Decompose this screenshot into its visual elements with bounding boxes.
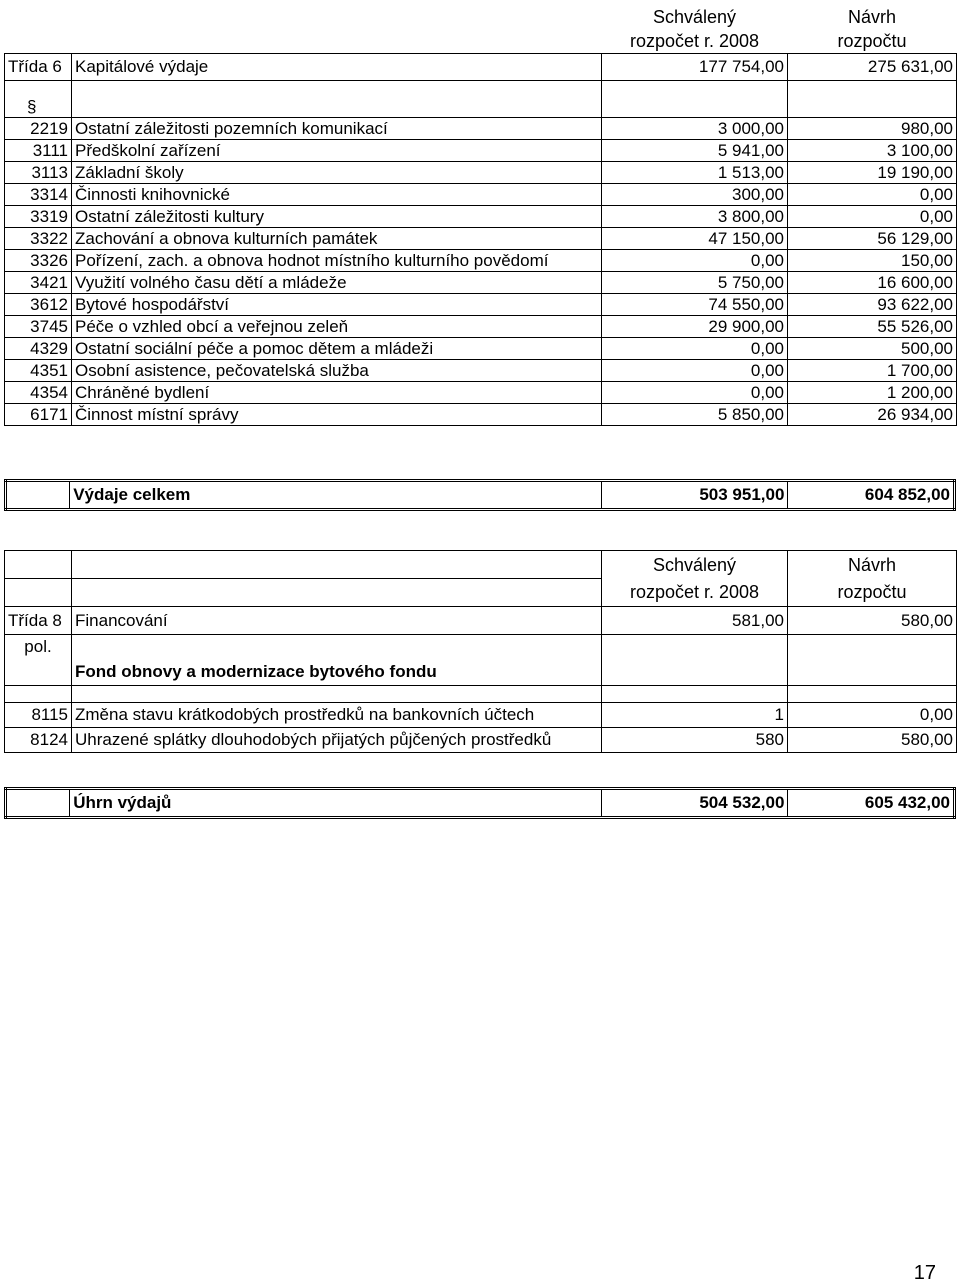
row-name: Změna stavu krátkodobých prostředků na bankovních účtech (72, 703, 602, 728)
row-code: 4351 (5, 360, 72, 382)
table-row (5, 338, 957, 360)
section-mark: § (5, 81, 72, 118)
financing-table (4, 550, 957, 753)
row-name: Péče o vzhled obcí a veřejnou zeleň (72, 316, 602, 338)
row-proposal: 0,00 (788, 184, 957, 206)
row-code: 3612 (5, 294, 72, 316)
row-approved: 0,00 (602, 382, 788, 404)
class-label: Třída 8 (5, 607, 72, 635)
row-approved: 5 750,00 (602, 272, 788, 294)
row-approved: 580 (602, 728, 788, 753)
row-approved: 5 941,00 (602, 140, 788, 162)
grand-total-approved: 504 532,00 (601, 789, 788, 818)
grand-total-proposal: 605 432,00 (788, 789, 955, 818)
proposal-header-line1: Návrh (847, 7, 896, 27)
total-expenditures-table (4, 479, 956, 511)
row-name: Ostatní sociální péče a pomoc dětem a mládeži (72, 338, 602, 360)
table-row (5, 382, 957, 404)
approved-header-line1: Schválený (652, 7, 737, 27)
row-code: 6171 (5, 404, 72, 426)
row-approved: 1 513,00 (602, 162, 788, 184)
header-row-2 (5, 579, 957, 607)
row-code: 3314 (5, 184, 72, 206)
class-label: Třída 6 (5, 54, 72, 81)
row-name: Činnosti knihovnické (72, 184, 602, 206)
pol-label: pol. (5, 635, 72, 660)
row-approved: 0,00 (602, 250, 788, 272)
row-approved: 1 (602, 703, 788, 728)
total-proposal: 604 852,00 (788, 481, 955, 510)
row-approved: 47 150,00 (602, 228, 788, 250)
row-code: 3326 (5, 250, 72, 272)
row-name: Osobní asistence, pečovatelská služba (72, 360, 602, 382)
row-name: Činnost místní správy (72, 404, 602, 426)
row-name: Pořízení, zach. a obnova hodnot místního kulturního povědomí (72, 250, 602, 272)
row-name: Zachování a obnova kulturních památek (72, 228, 602, 250)
grand-total-label: Úhrn výdajů (70, 789, 602, 818)
grand-total-row (6, 789, 955, 818)
pol-row (5, 635, 957, 660)
class-row (5, 54, 957, 81)
row-approved: 0,00 (602, 360, 788, 382)
row-code: 8124 (5, 728, 72, 753)
row-name: Využití volného času dětí a mládeže (72, 272, 602, 294)
row-code: 3113 (5, 162, 72, 184)
row-proposal: 0,00 (788, 703, 957, 728)
row-code: 3319 (5, 206, 72, 228)
row-name: Ostatní záležitosti pozemních komunikací (72, 118, 602, 140)
class-name: Kapitálové výdaje (72, 54, 602, 81)
row-proposal: 1 700,00 (788, 360, 957, 382)
table-row (5, 140, 957, 162)
row-name: Ostatní záležitosti kultury (72, 206, 602, 228)
row-proposal: 500,00 (788, 338, 957, 360)
proposal-header-line2: rozpočtu (788, 579, 957, 607)
row-proposal: 0,00 (788, 206, 957, 228)
table-row (5, 206, 957, 228)
table-row (5, 703, 957, 728)
row-name: Chráněné bydlení (72, 382, 602, 404)
capital-expenditures-table (4, 5, 957, 426)
approved-header-line1: Schválený (602, 551, 788, 579)
expenditure-rows (5, 118, 957, 426)
table-row (5, 316, 957, 338)
row-proposal: 93 622,00 (788, 294, 957, 316)
row-approved: 74 550,00 (602, 294, 788, 316)
row-proposal: 19 190,00 (788, 162, 957, 184)
table-row (5, 162, 957, 184)
approved-header-line2: rozpočet r. 2008 (602, 579, 788, 607)
row-proposal: 1 200,00 (788, 382, 957, 404)
row-proposal: 980,00 (788, 118, 957, 140)
row-name: Uhrazené splátky dlouhodobých přijatých půjčených prostředků (72, 728, 602, 753)
row-approved: 3 000,00 (602, 118, 788, 140)
row-approved: 3 800,00 (602, 206, 788, 228)
row-approved: 0,00 (602, 338, 788, 360)
class-approved: 177 754,00 (602, 54, 788, 81)
table-row (5, 250, 957, 272)
class-proposal: 580,00 (788, 607, 957, 635)
row-code: 4329 (5, 338, 72, 360)
table-row (5, 728, 957, 753)
row-proposal: 16 600,00 (788, 272, 957, 294)
table-row (5, 272, 957, 294)
table-row (5, 228, 957, 250)
header-row-2 (5, 29, 957, 54)
class-row (5, 607, 957, 635)
table-row (5, 404, 957, 426)
row-code: 4354 (5, 382, 72, 404)
table-row (5, 360, 957, 382)
total-row (6, 481, 955, 510)
row-proposal: 150,00 (788, 250, 957, 272)
row-code: 3111 (5, 140, 72, 162)
row-code: 2219 (5, 118, 72, 140)
header-row-1 (5, 5, 957, 29)
row-proposal: 3 100,00 (788, 140, 957, 162)
proposal-header-line2: rozpočtu (837, 31, 907, 51)
row-proposal: 580,00 (788, 728, 957, 753)
fund-name: Fond obnovy a modernizace bytového fondu (72, 659, 602, 686)
page-number: 17 (913, 1262, 936, 1284)
section-mark-row (5, 81, 957, 118)
row-proposal: 26 934,00 (788, 404, 957, 426)
row-approved: 29 900,00 (602, 316, 788, 338)
row-code: 3745 (5, 316, 72, 338)
class-proposal: 275 631,00 (788, 54, 957, 81)
row-approved: 300,00 (602, 184, 788, 206)
total-approved: 503 951,00 (601, 481, 788, 510)
table-row (5, 184, 957, 206)
table-row (5, 294, 957, 316)
row-proposal: 56 129,00 (788, 228, 957, 250)
row-name: Předškolní zařízení (72, 140, 602, 162)
row-name: Základní školy (72, 162, 602, 184)
row-name: Bytové hospodářství (72, 294, 602, 316)
row-code: 3322 (5, 228, 72, 250)
row-code: 8115 (5, 703, 72, 728)
proposal-header-line1: Návrh (788, 551, 957, 579)
grand-total-table (4, 787, 956, 819)
approved-header-line2: rozpočet r. 2008 (629, 31, 760, 51)
row-approved: 5 850,00 (602, 404, 788, 426)
row-proposal: 55 526,00 (788, 316, 957, 338)
header-row-1 (5, 551, 957, 579)
gap-row (5, 686, 957, 703)
class-name: Financování (72, 607, 602, 635)
fund-row (5, 659, 957, 686)
financing-rows (5, 703, 957, 753)
class-approved: 581,00 (602, 607, 788, 635)
total-label: Výdaje celkem (70, 481, 602, 510)
row-code: 3421 (5, 272, 72, 294)
table-row (5, 118, 957, 140)
